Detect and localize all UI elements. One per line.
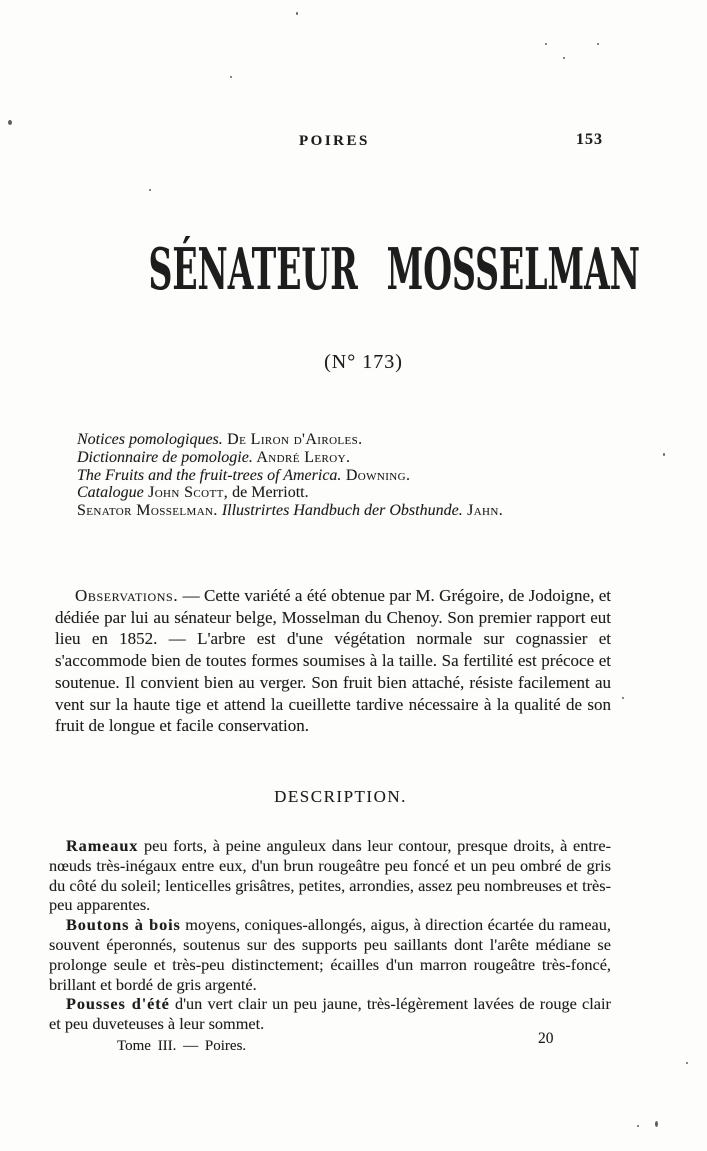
description-paragraph-rameaux	[49, 836, 611, 915]
scan-speck	[230, 76, 232, 78]
reference-work: The Fruits and the fruit-trees of America.	[77, 466, 342, 484]
observations-body: — Cette variété a été obtenue par M. Grégoire, de Jodoigne, et dédiée par lui au sénateur belge, Mosselman du Chenoy. Son premier rapport eut lieu en 1852. — L'arbre est d'une végétation normale sur cognassier et s'accommode bien de toutes formes soumises à la taille. Sa fertilité est précoce et soutenue. Il convient bien au verger. Son fruit bien attaché, résiste facilement au vent sur la haute tige et attend la cueillette tardive nécessaire à la qualité de son fruit de longue et facile conservation.	[55, 586, 611, 736]
signature-number: 20	[538, 1030, 554, 1047]
reference-work: Illustrirtes Handbuch der Obsthunde.	[217, 502, 463, 520]
reference-item	[77, 431, 652, 449]
description-paragraph-pousses	[49, 994, 611, 1034]
variety-title: SÉNATEUR MOSSELMAN	[148, 236, 640, 303]
paragraph-lead: Rameaux	[66, 836, 139, 855]
paragraph-body: moyens, coniques-allongés, aigus, à direction écartée du rameau, souvent éperonnés, soutenus sur des supports peu saillants dont l'arête médiane se prolonge seule et très-peu distinctement; écailles d'un marron rougeâtre très-foncé, brillant et bordé de gris argenté.	[49, 915, 611, 994]
page-number: 153	[576, 131, 603, 148]
paragraph-lead: Boutons à bois	[66, 915, 181, 935]
scan-speck	[637, 1125, 639, 1127]
reference-item	[77, 502, 652, 520]
observations-lead: Observations.	[75, 586, 179, 605]
scan-speck	[149, 189, 151, 191]
scan-speck	[622, 697, 624, 699]
scan-speck	[8, 120, 12, 125]
paragraph-lead: Pousses d'été	[66, 994, 170, 1014]
references-list	[77, 431, 652, 520]
scan-speck	[655, 1121, 658, 1127]
reference-author: Jahn.	[462, 502, 504, 520]
observations-paragraph	[55, 585, 611, 737]
reference-item: Catalogue John Scott, de Merriott.	[77, 484, 309, 502]
running-title: POIRES	[299, 133, 370, 149]
description-heading: DESCRIPTION.	[274, 787, 407, 806]
reference-item	[77, 449, 652, 467]
reference-author: John Scott,	[143, 484, 229, 502]
scan-speck	[296, 12, 298, 15]
variety-number: (N° 173)	[324, 351, 403, 373]
scan-speck	[563, 57, 565, 59]
scan-speck	[597, 43, 599, 45]
description-paragraph-boutons	[49, 915, 611, 994]
tome-label: Tome III. — Poires.	[117, 1038, 247, 1054]
paragraph-body: d'un vert clair un peu jaune, très-légèrement lavées de rouge clair et peu duveteuses à leur sommet.	[49, 994, 611, 1034]
scan-speck	[663, 453, 665, 456]
scan-speck	[686, 1062, 688, 1064]
scan-speck	[545, 43, 547, 45]
reference-work: Dictionnaire de pomologie.	[77, 448, 253, 466]
reference-author: Downing.	[341, 466, 411, 484]
paragraph-body: peu forts, à peine anguleux dans leur contour, presque droits, à entre-nœuds très-inégaux entre eux, d'un brun rougeâtre peu foncé et un peu ombré de gris du côté du soleil; lenticelles grisâtres, petites, arrondies, assez peu nombreuses et très-peu apparentes.	[49, 836, 611, 915]
description-section	[49, 836, 611, 1034]
reference-work: Notices pomologiques.	[77, 431, 223, 448]
reference-work: Catalogue	[77, 484, 144, 502]
reference-item	[77, 467, 652, 485]
reference-author: Senator Mosselman.	[77, 502, 218, 520]
reference-author: De Liron d'Airoles.	[222, 431, 363, 448]
reference-author: André Leroy.	[252, 448, 351, 466]
